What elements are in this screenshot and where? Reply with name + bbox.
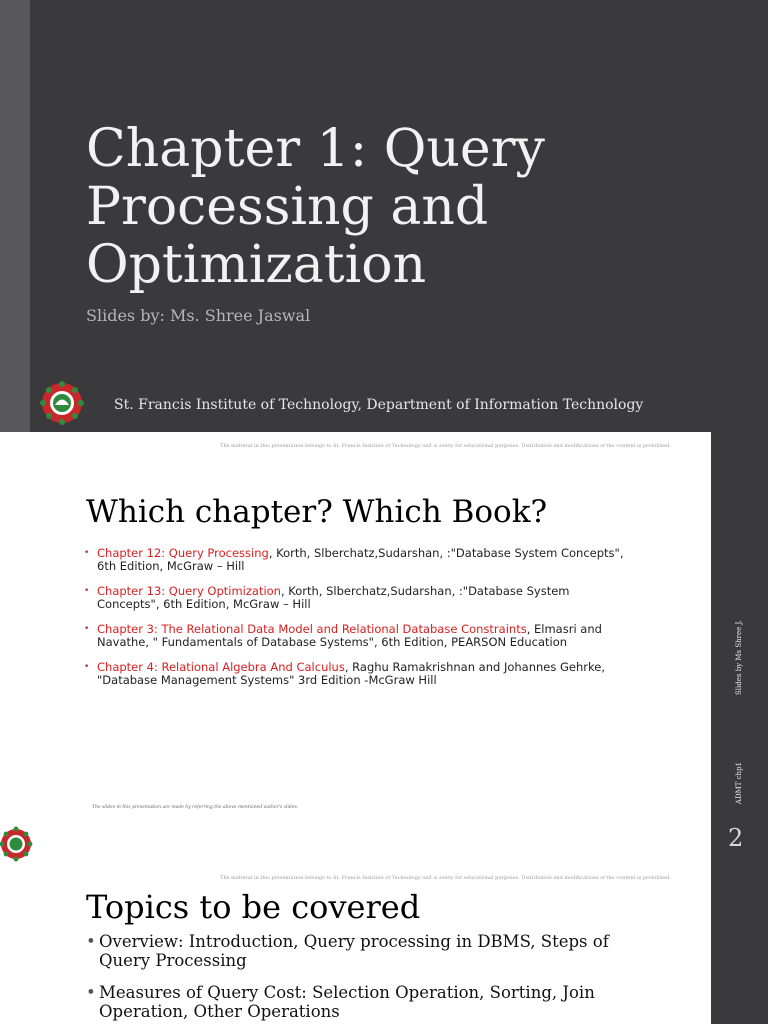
slide-accent-strip [0,0,30,432]
chapter-title: Chapter 4: Relational Algebra And Calculus [97,660,345,674]
list-item [84,547,624,572]
page-number: 2 [728,824,744,852]
institute-logo-icon [37,380,87,426]
slide-title: Chapter 1: Query Processing and Optimization [86,119,545,295]
side-bar [711,864,768,1024]
reference-list [84,547,624,699]
source-note: The slides in this presentation are made by referring the above mentioned author's slides. [92,805,299,810]
list-item [84,661,624,686]
topics-slide [0,864,768,1024]
side-chapter-label: ADMT chp1 [735,762,743,805]
side-author-label: Slides by Ms Shree J. [735,620,743,696]
title-slide [0,0,768,432]
reference-detail: , Korth, Slberchatz,Sudarshan, :"Database System Concepts", 6th Edition, McGraw – Hill [97,546,624,573]
list-item [84,585,624,610]
disclaimer-text: The material in this presentation belongs to St. Francis Institute of Technology and is solely for educational purposes. Distribution and modifications of the content is prohibited. [220,875,671,881]
chapter-title: Chapter 3: The Relational Data Model and Relational Database Constraints [97,622,527,636]
chapter-title: Chapter 12: Query Processing [97,546,269,560]
slide-subtitle: Slides by: Ms. Shree Jaswal [86,306,311,325]
reference-detail: , Korth, Slberchatz,Sudarshan, :"Database System Concepts", 6th Edition, McGraw – Hill [97,584,570,611]
institute-logo-icon [0,824,34,864]
topic-list [86,932,626,1034]
reference-detail: , Raghu Ramakrishnan and Johannes Gehrke, "Database Management Systems" 3rd Edition -McGraw Hill [97,660,605,687]
references-slide [0,432,768,864]
chapter-title: Chapter 13: Query Optimization [97,584,281,598]
list-item: • Overview: Introduction, Query processing in DBMS, Steps of Query Processing [86,932,626,970]
slide-footer: St. Francis Institute of Technology, Department of Information Technology [114,397,644,413]
list-item [84,623,624,648]
list-item: • Measures of Query Cost: Selection Operation, Sorting, Join Operation, Other Operations [86,983,626,1021]
slide-heading: Topics to be covered [86,888,421,926]
slide-heading: Which chapter? Which Book? [86,494,548,530]
reference-detail: , Elmasri and Navathe, " Fundamentals of Database Systems", 6th Edition, PEARSON Education [97,622,602,649]
disclaimer-text: The material in this presentation belongs to St. Francis Institute of Technology and is solely for educational purposes. Distribution and modifications of the content is prohibited. [220,443,671,449]
